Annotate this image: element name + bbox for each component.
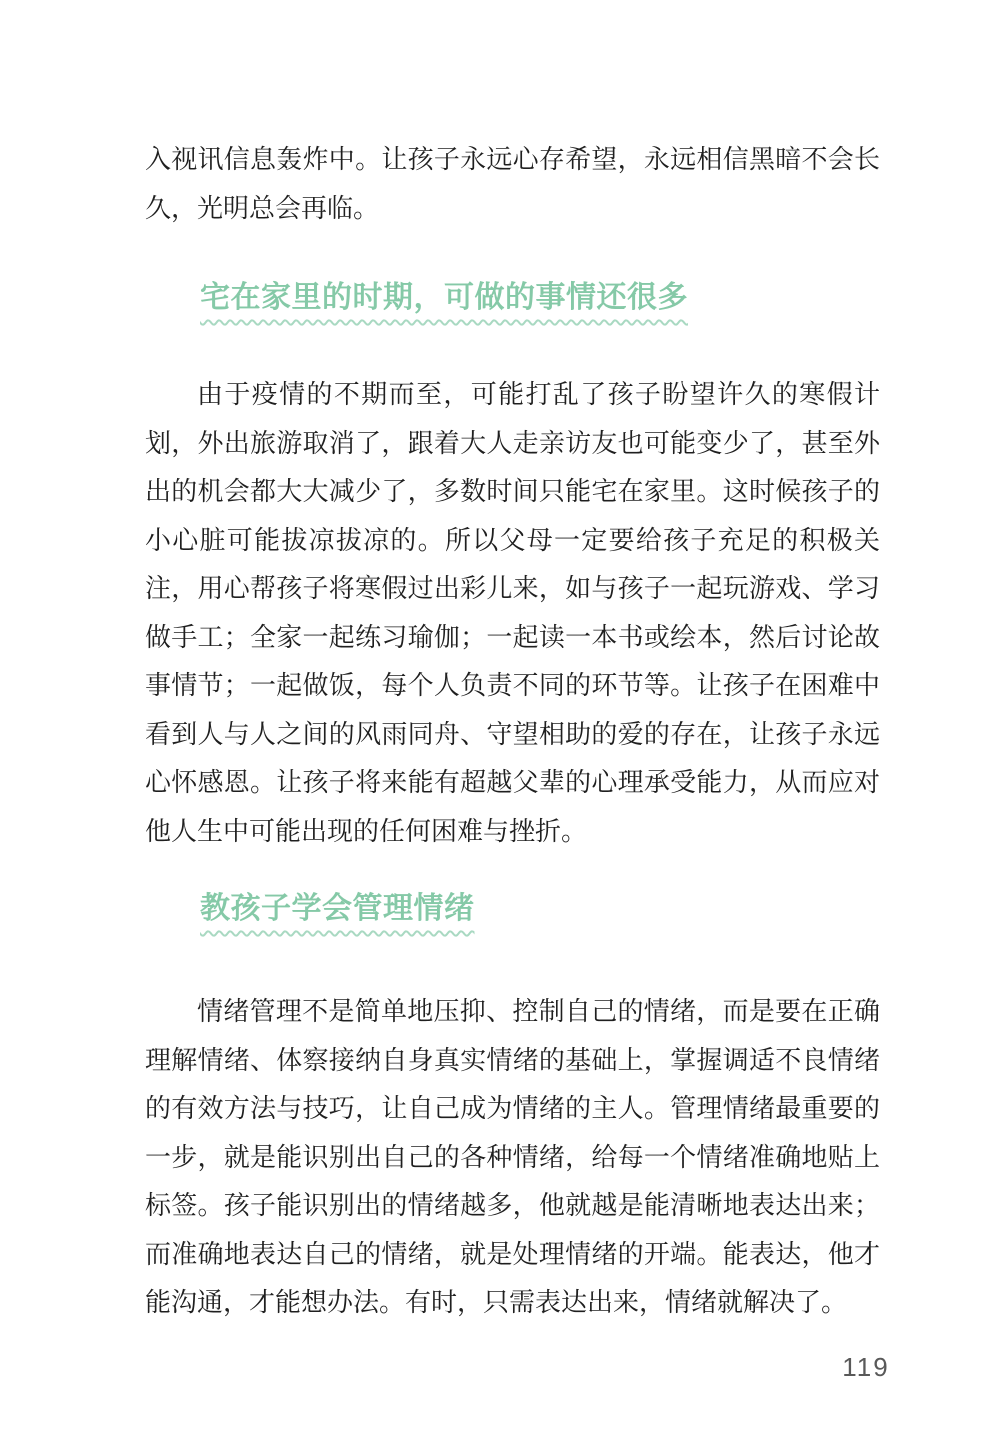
text-line: 的有效方法与技巧，让自己成为情绪的主人。管理情绪最重要的 bbox=[145, 1094, 880, 1123]
text-line: 心怀感恩。让孩子将来能有超越父辈的心理承受能力，从而应对 bbox=[145, 768, 880, 797]
text-line: 看到人与人之间的风雨同舟、守望相助的爱的存在，让孩子永远 bbox=[145, 719, 880, 749]
text-line: 情绪管理不是简单地压抑、控制自己的情绪，而是要在正确 bbox=[197, 997, 880, 1026]
text-line: 由于疫情的不期而至，可能打乱了孩子盼望许久的寒假计 bbox=[197, 380, 880, 409]
text-line: 他人生中可能出现的任何困难与挫折。 bbox=[145, 816, 588, 846]
section-heading-manage-emotions: 教孩子学会管理情绪 bbox=[200, 891, 475, 926]
paragraph-section-2 bbox=[145, 988, 880, 1328]
text-line: 一步，就是能识别出自己的各种情绪，给每一个情绪准确地贴上 bbox=[145, 1142, 880, 1172]
text-line: 理解情绪、体察接纳自身真实情绪的基础上，掌握调适不良情绪 bbox=[145, 1045, 880, 1075]
page-number: 119 bbox=[842, 1352, 890, 1382]
text-line: 划，外出旅游取消了，跟着大人走亲访友也可能变少了，甚至外 bbox=[145, 428, 880, 458]
text-line: 入视讯信息轰炸中。让孩子永远心存希望，永远相信黑暗不会长 bbox=[145, 145, 880, 174]
text-line: 小心脏可能拔凉拔凉的。所以父母一定要给孩子充足的积极关 bbox=[145, 525, 880, 555]
text-line: 注，用心帮孩子将寒假过出彩儿来，如与孩子一起玩游戏、学习 bbox=[145, 574, 880, 603]
paragraph-section-1 bbox=[145, 371, 880, 856]
text-line: 做手工；全家一起练习瑜伽；一起读一本书或绘本，然后讨论故 bbox=[145, 622, 880, 652]
text-line: 事情节；一起做饭，每个人负责不同的环节等。让孩子在困难中 bbox=[145, 671, 880, 700]
text-line: 而准确地表达自己的情绪，就是处理情绪的开端。能表达，他才 bbox=[145, 1239, 880, 1269]
text-line: 标签。孩子能识别出的情绪越多，他就越是能清晰地表达出来； bbox=[145, 1191, 880, 1220]
paragraph-intro bbox=[145, 136, 880, 233]
section-heading-stay-at-home: 宅在家里的时期，可做的事情还很多 bbox=[200, 280, 688, 315]
text-line: 能沟通，才能想办法。有时，只需表达出来，情绪就解决了。 bbox=[145, 1288, 848, 1317]
text-line: 出的机会都大大减少了，多数时间只能宅在家里。这时候孩子的 bbox=[145, 477, 880, 506]
text-line: 久，光明总会再临。 bbox=[145, 193, 380, 223]
